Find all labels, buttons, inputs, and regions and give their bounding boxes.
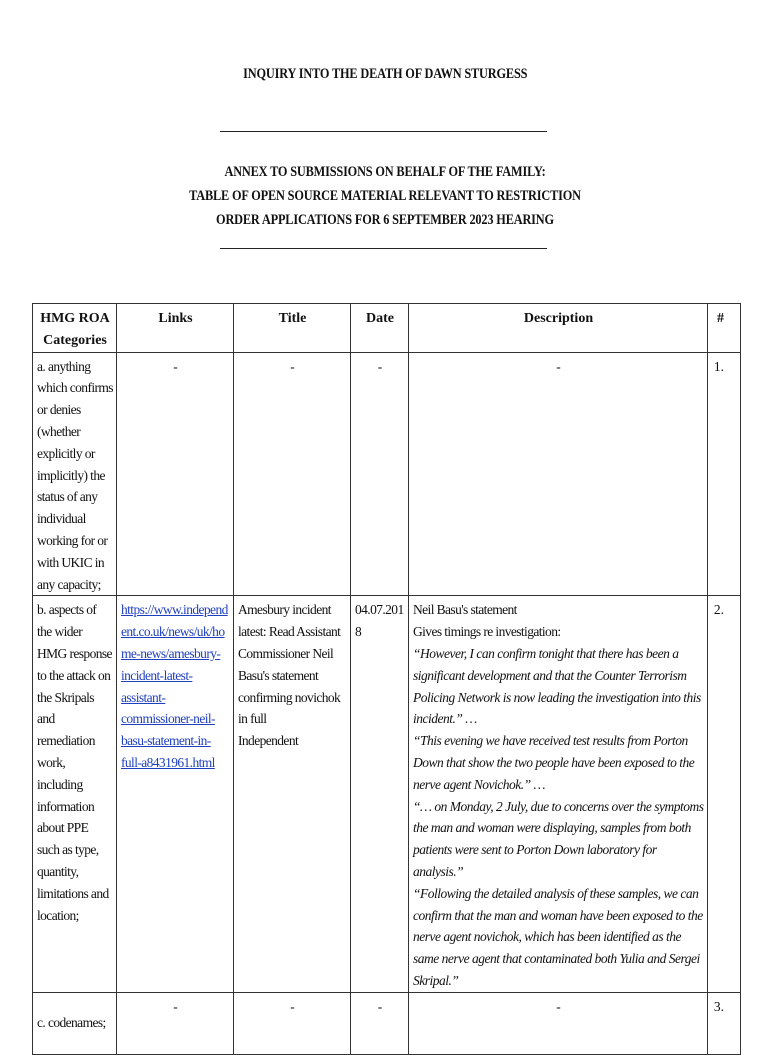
table-row: [33, 596, 741, 992]
document-title: [0, 66, 770, 83]
row-b-title: [234, 596, 351, 992]
source-link[interactable]: https://www.independent.co.uk/news/uk/home-news/amesbury-incident-latest-assistant-commissioner-neil-basu-statement-in-full-a8431961.html: [121, 602, 228, 770]
row-b-title-main: Amesbury incident latest: Read Assistant Commissioner Neil Basu's statement confirming novichok in full: [238, 602, 341, 727]
table-header-row: [33, 304, 741, 353]
header-description: Description: [409, 304, 708, 353]
table-row: [33, 352, 741, 596]
row-a-category: a. anything which confirms or denies (whether explicitly or implicitly) the status of any individual working for or with UKIC in any capacity;: [33, 352, 117, 596]
row-b-title-source: Independent: [238, 733, 299, 749]
row-c-title: -: [234, 992, 351, 1054]
row-c-description: -: [409, 992, 708, 1054]
row-c-category-text: c. codenames;: [37, 1014, 106, 1030]
row-a-description: -: [409, 352, 708, 596]
annex-line-3: ORDER APPLICATIONS FOR 6 SEPTEMBER 2023 HEARING: [216, 212, 554, 228]
row-c-links: -: [117, 992, 234, 1054]
open-source-material-table: [32, 303, 741, 1055]
header-number: #: [708, 304, 741, 353]
row-b-links: [117, 596, 234, 992]
header-date: Date: [351, 304, 409, 353]
row-b-description-intro: Neil Basu's statement: [413, 602, 517, 618]
divider-top: [220, 131, 547, 132]
row-c-date: -: [351, 992, 409, 1054]
row-b-category: b. aspects of the wider HMG response to the attack on the Skripals and remediation work, including information about PPE such as type, quantity, limitations and location;: [33, 596, 117, 992]
row-b-description: [409, 596, 708, 992]
row-b-quote-3: “… on Monday, 2 July, due to concerns over the symptoms the man and woman were displaying, samples from both patients were sent to Porton Down laboratory for analysis.”: [413, 798, 704, 879]
annex-heading: [0, 160, 770, 232]
row-a-number: 1.: [708, 352, 741, 596]
header-links: Links: [117, 304, 234, 353]
row-a-date: -: [351, 352, 409, 596]
annex-line-2: TABLE OF OPEN SOURCE MATERIAL RELEVANT TO RESTRICTION: [189, 188, 581, 204]
row-b-quote-4: “Following the detailed analysis of these samples, we can confirm that the man and woman have been exposed to the nerve agent novichok, which has been identified as the same nerve agent that contaminated both Yulia and Sergei Skripal.”: [413, 885, 703, 988]
header-title: Title: [234, 304, 351, 353]
header-category: HMG ROA Categories: [33, 304, 117, 353]
row-b-description-sub: Gives timings re investigation:: [413, 624, 561, 640]
row-b-number: 2.: [708, 596, 741, 992]
annex-line-1: ANNEX TO SUBMISSIONS ON BEHALF OF THE FAMILY:: [224, 164, 546, 180]
table-row: [33, 992, 741, 1054]
row-a-title: -: [234, 352, 351, 596]
row-a-links: -: [117, 352, 234, 596]
row-b-quote-1: “However, I can confirm tonight that there has been a significant development and that the Counter Terrorism Policing Network is now leading the investigation into this incident.” …: [413, 645, 701, 727]
divider-bottom: [220, 248, 547, 249]
document-title-text: INQUIRY INTO THE DEATH OF DAWN STURGESS: [242, 66, 528, 82]
row-b-date: 04.07.2018: [351, 596, 409, 992]
row-b-quote-2: “This evening we have received test results from Porton Down that show the two people have been exposed to the nerve agent Novichok.” …: [413, 733, 695, 792]
row-c-number: 3.: [708, 992, 741, 1054]
row-c-category: [33, 992, 117, 1054]
